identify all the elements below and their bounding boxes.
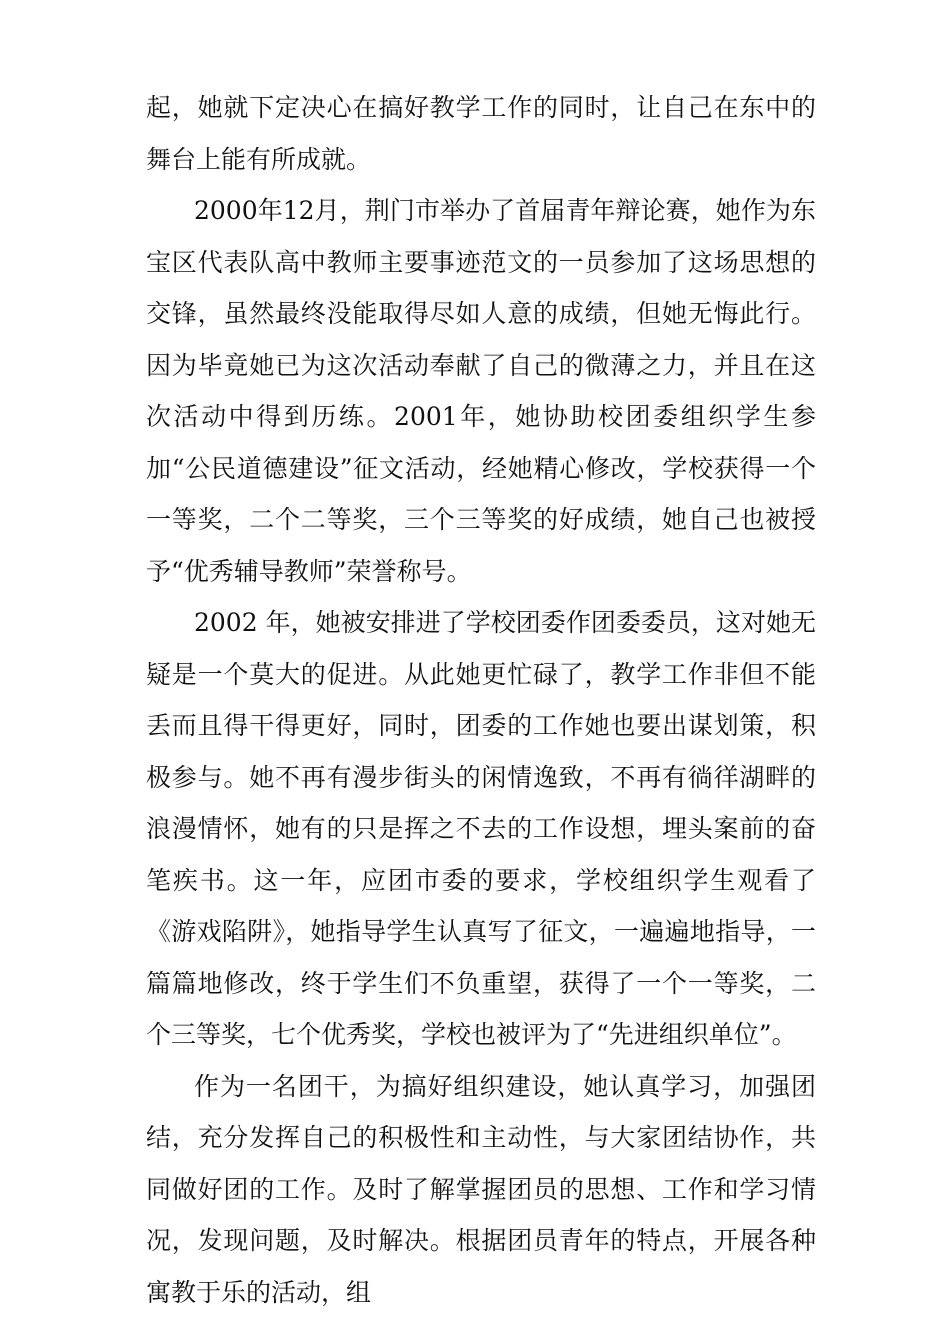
paragraph-1: 起，她就下定决心在搞好教学工作的同时，让自己在东中的舞台上能有所成就。 [146, 93, 816, 174]
paragraph-2: 2000年12月，荆门市举办了首届青年辩论赛，她作为东宝区代表队高中教师主要事迹范文的一员参加了这场思想的交锋，虽然最终没能取得尽如人意的成绩，但她无悔此行。因为毕竟她已为这次活动奉献了自己的微薄之力，并且在这次活动中得到历练。2001年，她协助校团委组织学生参加“公民道德建设”征文活动，经她精心修改，学校获得一个一等奖，二个二等奖，三个三等奖的好成绩，她自己也被授予“优秀辅导教师”荣誉称号。 [146, 196, 816, 586]
paragraph-3: 2002 年，她被安排进了学校团委作团委委员，这对她无疑是一个莫大的促进。从此她更忙碌了，教学工作非但不能丢而且得干得更好，同时，团委的工作她也要出谋划策，积极参与。她不再有漫步街头的闲情逸致，不再有徜徉湖畔的浪漫情怀，她有的只是挥之不去的工作设想，埋头案前的奋笔疾书。这一年，应团市委的要求，学校组织学生观看了《游戏陷阱》，她指导学生认真写了征文，一遍遍地指导，一篇篇地修改，终于学生们不负重望，获得了一个一等奖，二个三等奖，七个优秀奖，学校也被评为了“先进组织单位”。 [146, 608, 816, 1049]
paragraph-4: 作为一名团干，为搞好组织建设，她认真学习，加强团结，充分发挥自己的积极性和主动性，与大家团结协作，共同做好团的工作。及时了解掌握团员的思想、工作和学习情况，发现问题，及时解决。根据团员青年的特点，开展各种寓教于乐的活动，组 [146, 1071, 816, 1307]
